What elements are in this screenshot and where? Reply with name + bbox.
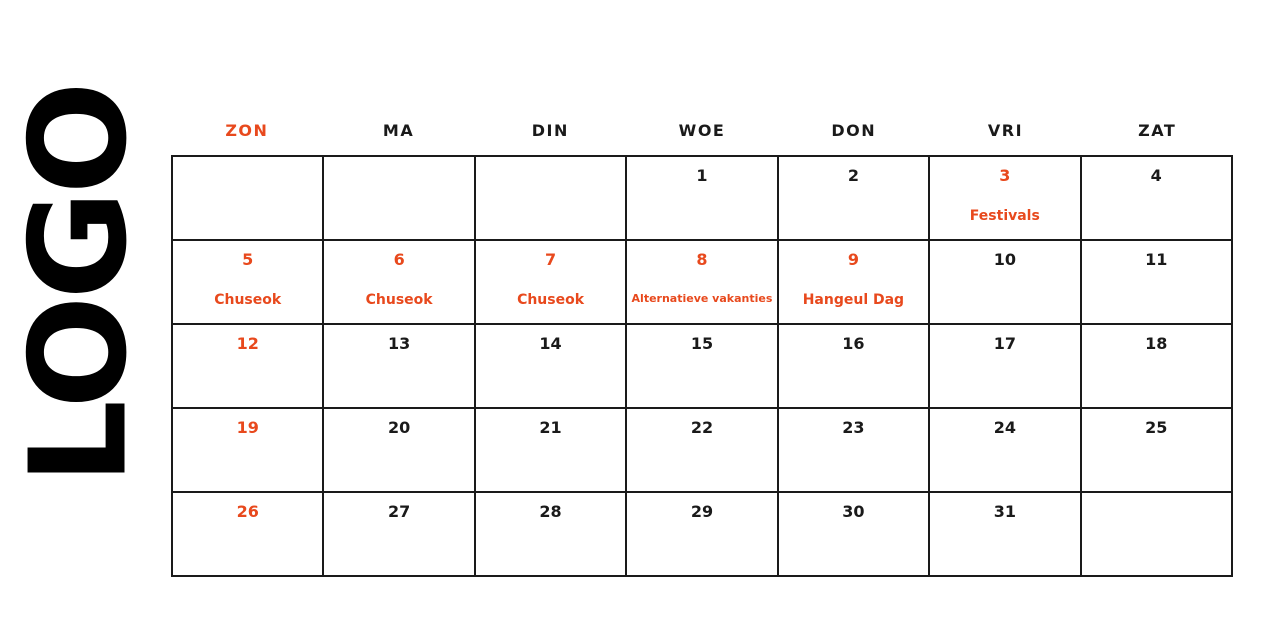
calendar-day-cell[interactable]	[1082, 241, 1233, 325]
day-number: 26	[236, 502, 259, 521]
day-number: 16	[842, 334, 865, 353]
calendar-day-cell[interactable]	[1082, 325, 1233, 409]
weekday-label: VRI	[987, 120, 1024, 140]
calendar-day-cell[interactable]	[476, 409, 627, 493]
day-number: 15	[690, 334, 714, 353]
calendar-day-cell[interactable]	[324, 493, 475, 577]
day-number: 6	[393, 250, 405, 269]
calendar-cell-empty	[1082, 493, 1233, 577]
weekday-label: WOE	[678, 120, 726, 140]
calendar-day-cell[interactable]	[324, 241, 475, 325]
day-event-label: Chuseok	[214, 292, 282, 308]
weekday-label: MA	[382, 120, 415, 140]
day-number: 13	[388, 334, 411, 353]
day-number: 5	[242, 250, 254, 269]
day-number: 24	[993, 418, 1016, 437]
day-number: 9	[847, 250, 859, 269]
weekday-label: DON	[831, 120, 877, 140]
day-number: 28	[539, 502, 562, 521]
day-number: 27	[388, 502, 411, 521]
calendar-week-row	[173, 241, 1233, 325]
calendar	[171, 105, 1233, 577]
weekday-label: ZON	[225, 120, 269, 140]
weekday-header-row	[171, 105, 1233, 155]
day-event-label: Chuseok	[365, 292, 433, 308]
logo-text: LOGO	[2, 85, 157, 485]
calendar-day-cell[interactable]	[324, 409, 475, 493]
day-number: 17	[993, 334, 1016, 353]
calendar-day-cell[interactable]	[627, 157, 778, 241]
calendar-day-cell[interactable]	[173, 493, 324, 577]
day-number: 29	[690, 502, 714, 521]
day-number: 14	[539, 334, 562, 353]
weekday-label: DIN	[531, 120, 569, 140]
calendar-day-cell[interactable]	[627, 409, 778, 493]
calendar-day-cell[interactable]	[779, 325, 930, 409]
day-number: 3	[999, 166, 1011, 185]
calendar-cell-empty	[324, 157, 475, 241]
day-number: 4	[1150, 166, 1162, 185]
calendar-day-cell[interactable]	[930, 157, 1081, 241]
day-number: 20	[388, 418, 411, 437]
day-event-label: Alternatieve vakanties	[631, 292, 773, 305]
day-number: 8	[696, 250, 708, 269]
day-number: 11	[1145, 250, 1168, 269]
day-number: 19	[236, 418, 259, 437]
day-number: 2	[847, 166, 859, 185]
day-number: 21	[539, 418, 562, 437]
day-number: 7	[544, 250, 557, 269]
calendar-week-row	[173, 493, 1233, 577]
day-event-label: Festivals	[969, 208, 1040, 224]
calendar-day-cell[interactable]	[476, 241, 627, 325]
day-number: 31	[993, 502, 1016, 521]
calendar-day-cell[interactable]	[173, 325, 324, 409]
weekday-label: ZAT	[1138, 120, 1177, 140]
calendar-day-cell[interactable]	[1082, 409, 1233, 493]
calendar-day-cell[interactable]	[476, 493, 627, 577]
calendar-day-cell[interactable]	[627, 493, 778, 577]
calendar-cell-empty	[173, 157, 324, 241]
day-event-label: Chuseok	[517, 292, 585, 308]
calendar-week-row	[173, 157, 1233, 241]
calendar-day-cell[interactable]	[1082, 157, 1233, 241]
calendar-week-row	[173, 409, 1233, 493]
day-number: 25	[1145, 418, 1168, 437]
calendar-day-cell[interactable]	[930, 409, 1081, 493]
day-number: 23	[842, 418, 865, 437]
calendar-day-cell[interactable]	[930, 493, 1081, 577]
day-number: 22	[690, 418, 714, 437]
calendar-day-cell[interactable]	[476, 325, 627, 409]
calendar-grid	[171, 155, 1233, 577]
day-number: 1	[696, 166, 708, 185]
calendar-day-cell[interactable]	[930, 241, 1081, 325]
calendar-day-cell[interactable]	[627, 241, 778, 325]
day-event-label: Hangeul Dag	[802, 292, 905, 308]
logo	[2, 85, 157, 485]
calendar-day-cell[interactable]	[173, 409, 324, 493]
calendar-day-cell[interactable]	[627, 325, 778, 409]
calendar-day-cell[interactable]	[173, 241, 324, 325]
calendar-day-cell[interactable]	[779, 409, 930, 493]
day-number: 30	[842, 502, 865, 521]
calendar-day-cell[interactable]	[779, 157, 930, 241]
calendar-cell-empty	[476, 157, 627, 241]
calendar-week-row	[173, 325, 1233, 409]
calendar-day-cell[interactable]	[779, 241, 930, 325]
calendar-day-cell[interactable]	[930, 325, 1081, 409]
calendar-day-cell[interactable]	[779, 493, 930, 577]
day-number: 18	[1145, 334, 1168, 353]
calendar-day-cell[interactable]	[324, 325, 475, 409]
day-number: 12	[236, 334, 259, 353]
day-number: 10	[993, 250, 1016, 269]
